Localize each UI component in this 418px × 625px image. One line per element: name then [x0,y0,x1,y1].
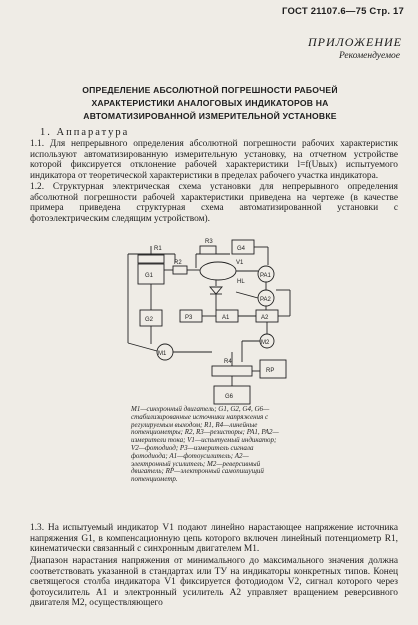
r2-resistor [173,266,187,274]
label-rp: RP [266,368,275,374]
label-g4: G4 [237,246,246,252]
label-g6: G6 [225,394,234,400]
title-line-1: ОПРЕДЕЛЕНИЕ АБСОЛЮТНОЙ ПОГРЕШНОСТИ РАБОЧЕЙ [82,85,338,95]
paragraph-1-2: 1.2. Структурная электрическая схема установки для непрерывного определения абсолютной погрешности рабочей характеристики приведена на чертеже (в качестве примера приведена структурная схема автоматизированной установки с фотоэлектрическим следящим устройством). [30,182,398,224]
label-a1: A1 [222,315,230,321]
standard-header: ГОСТ 21107.6—75 Стр. 17 [281,6,404,17]
paragraph-1-3: 1.3. На испытуемый индикатор V1 подают линейно нарастающее напряжение источника напряжения G1, в компенсационную цепь которого включен линейный потенциометр R1, кинематически связанный с синхронным двигателем M1. [30,523,398,555]
label-g1: G1 [145,273,154,279]
label-r1: R1 [154,246,162,252]
label-p3: P3 [185,315,193,321]
label-r2: R2 [174,260,182,266]
title-line-3: АВТОМАТИЗИРОВАННОЙ ИЗМЕРИТЕЛЬНОЙ УСТАНОВКЕ [83,111,337,121]
r1-resistor [138,255,164,263]
label-m1: M1 [158,351,167,357]
label-v1: V1 [236,260,244,266]
label-g2: G2 [145,317,154,323]
label-r4: R4 [224,359,232,365]
label-hl: HL [237,279,245,285]
section-heading: 1. Аппаратура [40,127,130,138]
label-r3: R3 [205,239,213,245]
label-a2: A2 [261,315,269,321]
r3-resistor [200,246,216,254]
label-m2: M2 [261,340,270,346]
label-pa2: PA2 [260,297,271,303]
title-line-2: ХАРАКТЕРИСТИКИ АНАЛОГОВЫХ ИНДИКАТОРОВ НА [91,98,329,108]
label-pa1: PA1 [260,273,271,279]
r4-resistor [212,366,252,376]
diagram-caption: M1—синхронный двигатель; G1, G2, G4, G6—стабилизированные источники напряжения с регулируемым выходом; R1, R4—линейные потенциометры; R2, R3—резисторы; PA1, PA2—измерители тока; V1—испытуемый индикатор; V2—фотодиод; P3—измеритель сигнала фотодиода; A1—фотоусилитель; A2—электронный усилитель; M2—реверсивный двигатель; RP—электронный самопишущий потенциометр. [131,405,279,484]
appendix-note: Рекомендуемое [338,51,400,61]
paragraph-1-1: 1.1. Для непрерывного определения абсолютной погрешности рабочих характеристик используют автоматизированную измерительную установку, на отчетном устройстве которой фиксируется отклонение рабочей характеристики l=f(Uвых) испытуемого индикатора от теоретической характеристики в пределах рабочего участка индикатора. [30,139,398,181]
indicator-v1 [200,262,236,280]
appendix-label: ПРИЛОЖЕНИЕ [308,35,402,49]
paragraph-1-3-continued: Диапазон нарастания напряжения от минимального до максимального значения должна соответствовать указанной в стандартах или ТУ на индикаторы конкретных типов. Конец светящегося столба индикатора V1 фиксируется фотодиодом V2, сигнал которого через фотоусилитель A1 и электронный усилитель A2 управляет вращением реверсивного двигателя M2, осуществляющего [30,556,398,609]
